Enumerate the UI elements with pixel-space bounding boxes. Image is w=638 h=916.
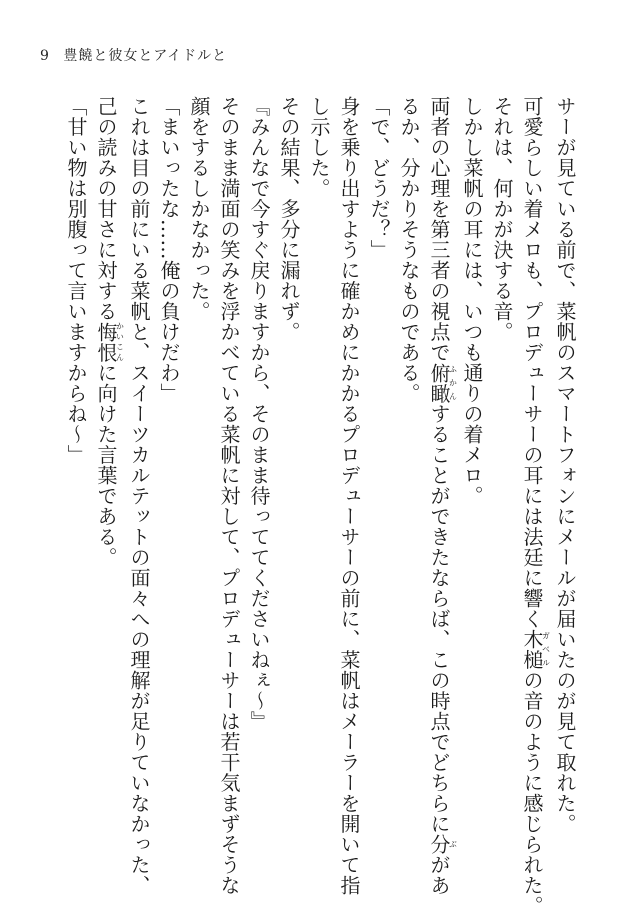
text-line: 身を乗り出すように確かめにかかるプロデューサーの前に、菜帆はメーラーを開いて指 [337,96,361,896]
text-line: 己の読みの甘さに対する悔恨かいこんに向けた言葉である。 [94,96,125,568]
furigana: 木槌ガベル [520,629,551,670]
text-line: 可愛らしい着メロも、プロデューサーの耳には法廷に響く木槌ガベルの音のように感じられた。 [520,96,551,916]
vertical-body-text [61,96,580,916]
text-line: これは目の前にいる菜帆と、スイーツカルテットの面々への理解が足りていなかった、 [127,96,151,896]
furigana: 俯瞰ふかん [427,362,458,404]
furigana: 分ぶ [427,834,458,855]
text-line: 「まいったな……俺の負けだわ」 [157,96,181,404]
text-line: 顔をするしかなかった。 [187,96,211,322]
furigana: 悔恨かいこん [94,321,125,363]
text-line: 『みんなで今すぐ戻りますから、そのまま待っててくださいねぇ～』 [247,96,271,732]
text-line: 「で、どうだ？」 [367,96,391,260]
text-line: それは、何かが決する音。 [490,96,514,342]
running-header [40,45,227,65]
text-line: 「甘い物は別腹って言いますからね～」 [64,96,88,465]
text-line: るか、分かりそうなものである。 [397,96,421,404]
page-number: 9 [40,48,50,64]
text-line: そのまま満面の笑みを浮かべている菜帆に対して、プロデューサーは若干気まずそうな [217,96,241,896]
chapter-title: 豊饒と彼女とアイドルと [63,48,228,64]
text-line: その結果、多分に漏れず。 [277,96,301,342]
text-line: サーが見ている前で、菜帆のスマートフォンにメールが届いたのが見て取れた。 [553,96,577,834]
text-line: し示した。 [307,96,331,199]
text-line: しかし菜帆の耳には、いつも通りの着メロ。 [460,96,484,506]
text-line: 両者の心理を第三者の視点で俯瞰ふかんすることができたならば、この時点でどちらに分ぶがあ [427,96,458,896]
